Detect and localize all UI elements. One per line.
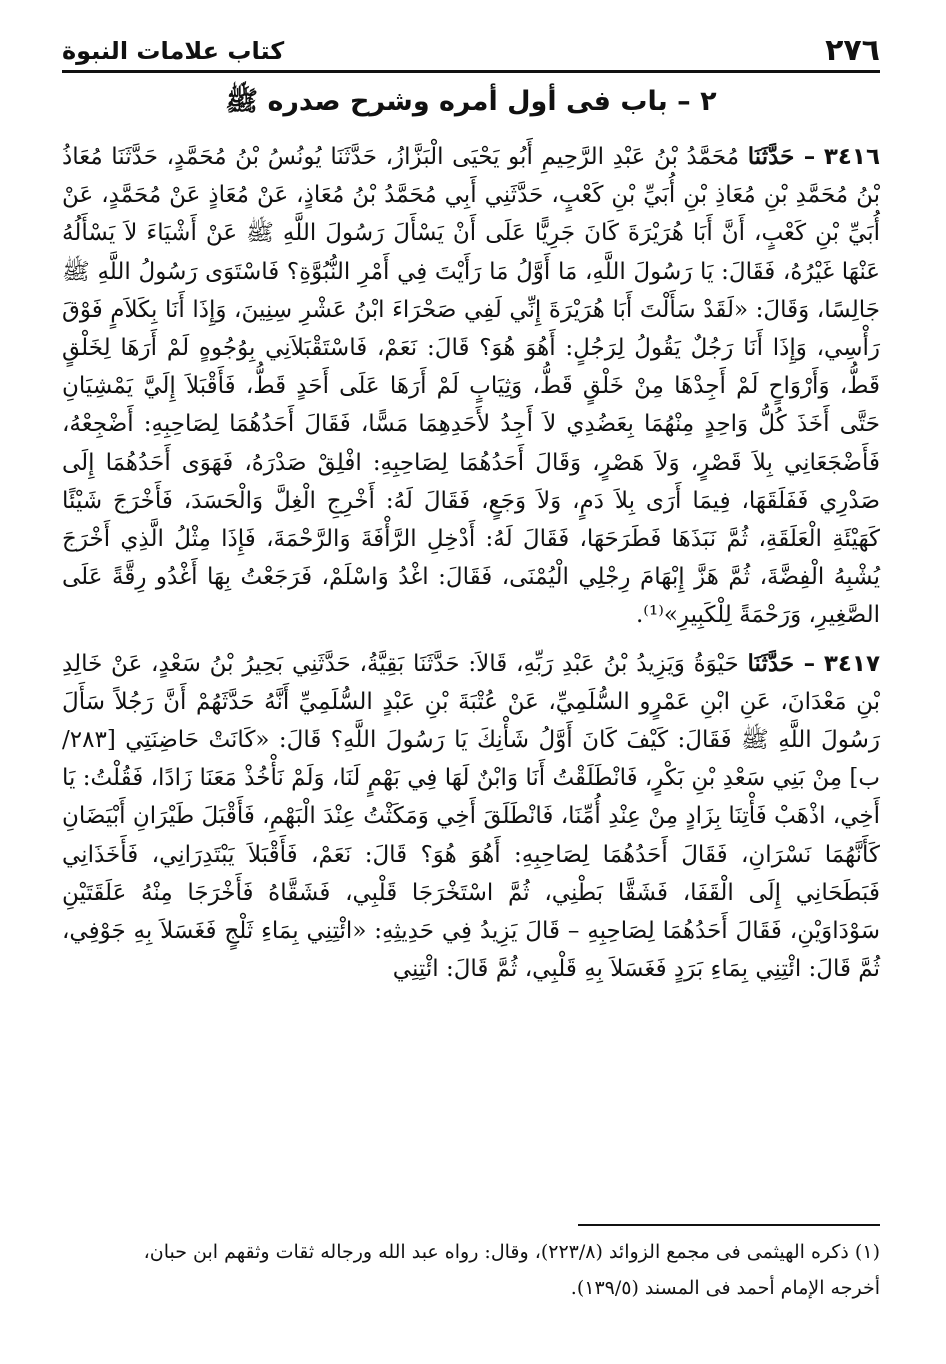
hadith-text: حَيْوَةُ وَيَزِيدُ بْنُ عَبْدِ رَبِّهِ، قَالاَ: حَدَّثَنَا بَقِيَّةُ، حَدَّثَنِي بَحِيرُ بْنُ سَعْدٍ، عَنْ خَالِدِ بْنِ مَعْدَانَ، عَنِ ابْنِ عَمْرٍو السُّلَمِيِّ، عَنْ عُتْبَةَ بْنِ عَبْدٍ السُّلَمِيِّ أَنَّهُ حَدَّثَهُمْ أَنَّ رَجُلاً سَأَلَ رَسُولَ اللَّهِ ﷺ فَقَالَ: كَيْفَ كَانَ أَوَّلُ شَأْنِكَ يَا رَسُولَ اللَّهِ؟ قَالَ: «كَانَتْ حَاضِنَتِي [٢٨٣/ب] مِنْ بَنِي سَعْدِ بْنِ بَكْرٍ، فَانْطَلَقْتُ أَنَا وَابْنٌ لَهَا فِي بَهْمٍ لَنَا، وَلَمْ نَأْخُذْ مَعَنَا زَادًا، فَقُلْتُ: يَا أَخِي، اذْهَبْ فَأْتِنَا بِزَادٍ مِنْ عِنْدِ أُمِّنَا، فَانْطَلَقَ أَخِي وَمَكَثْتُ عِنْدَ الْبَهْمِ، فَأَقْبَلَ طَيْرَانِ أَبْيَضَانِ كَأَنَّهُمَا نَسْرَانِ، فَقَالَ أَحَدُهُمَا لِصَاحِبِهِ: أَهُوَ هُوَ؟ قَالَ: نَعَمْ، فَأَقْبَلاَ يَبْتَدِرَانِي، فَأَخَذَانِي فَبَطَحَانِي إِلَى الْقَفَا، فَشَقَّا بَطْنِي، ثُمَّ اسْتَخْرَجَا قَلْبِي، فَشَقَّاهُ فَأَخْرَجَا مِنْهُ عَلَقَتَيْنِ سَوْدَاوَيْنِ، فَقَالَ أَحَدُهُمَا لِصَاحِبِهِ – قَالَ يَزِيدُ فِي حَدِيثِهِ: «ائْتِنِي بِمَاءِ ثَلْجٍ فَغَسَلاَ بِهِ جَوْفِي، ثُمَّ قَالَ: ائْتِنِي بِمَاءِ بَرَدٍ فَغَسَلاَ بِهِ قَلْبِي، ثُمَّ قَالَ: ائْتِنِي: [62, 650, 881, 983]
page-number: ٢٧٦: [825, 33, 880, 68]
hadith-3416: [62, 138, 880, 635]
hadith-3417: [62, 645, 880, 989]
body-text: [62, 138, 880, 988]
chapter-heading: ٢ – باب فى أول أمره وشرح صدره ﷺ: [225, 86, 717, 117]
footnotes: [62, 1234, 880, 1306]
hadith-lead: – حَدَّثَنَا: [747, 649, 816, 677]
hadith-number: ٣٤١٧: [823, 650, 881, 677]
book-title: كتاب علامات النبوة: [62, 37, 285, 65]
hadith-lead: – حَدَّثَنَا: [747, 143, 816, 170]
footnote-line: أخرجه الإمام أحمد فى المسند (١٣٩/٥).: [570, 1277, 880, 1299]
footnote-line: (١) ذكره الهيثمى فى مجمع الزوائد (٢٢٣/٨)، وقال: رواه عبد الله ورجاله ثقات وثقهم ابن حبان،: [143, 1241, 880, 1263]
page-header: [62, 26, 880, 73]
hadith-text: مُحَمَّدُ بْنُ عَبْدِ الرَّحِيمِ أَبُو يَحْيَى الْبَزَّازُ، حَدَّثَنَا يُونُسُ بْنُ مُحَمَّدٍ، حَدَّثَنَا مُعَاذُ بْنُ مُحَمَّدِ بْنِ مُعَاذِ بْنِ أُبَيِّ بْنِ كَعْبٍ، حَدَّثَنِي أَبِي مُحَمَّدُ بْنُ مُعَاذٍ، عَنْ مُعَاذٍ عَنْ مُحَمَّدٍ، عَنْ أُبَيِّ بْنِ كَعْبٍ، أَنَّ أَبَا هُرَيْرَةَ كَانَ جَرِيًّا عَلَى أَنْ يَسْأَلَ رَسُولَ اللَّهِ ﷺ عَنْ أَشْيَاءَ لاَ يَسْأَلُهُ عَنْهَا غَيْرُهُ، فَقَالَ: يَا رَسُولَ اللَّهِ، مَا أَوَّلُ مَا رَأَيْتَ فِي أَمْرِ النُّبُوَّةِ؟ فَاسْتَوَى رَسُولُ اللَّهِ ﷺ جَالِسًا، وَقَالَ: «لَقَدْ سَأَلْتَ أَبَا هُرَيْرَةَ إِنِّي لَفِي صَحْرَاءَ ابْنُ عَشْرِ سِنِينَ، وَإِذَا أَنَا بِكَلاَمٍ فَوْقَ رَأْسِي، وَإِذَا أَنَا رَجُلٌ يَقُولُ لِرَجُلٍ: أَهُوَ هُوَ؟ قَالَ: نَعَمْ، فَاسْتَقْبَلاَنِي بِوُجُوهٍ لَمْ أَرَهَا لِخَلْقٍ قَطُّ، وَأَرْوَاحٍ لَمْ أَجِدْهَا مِنْ خَلْقٍ قَطُّ، وَثِيَابٍ لَمْ أَرَهَا عَلَى أَحَدٍ قَطُّ، فَأَقْبَلاَ إِلَيَّ يَمْشِيَانِ حَتَّى أَخَذَ كُلُّ وَاحِدٍ مِنْهُمَا بِعَضُدِي لاَ أَجِدُ لأَحَدِهِمَا مَسًّا، فَقَالَ أَحَدُهُمَا لِصَاحِبِهِ: أَضْجِعْهُ، فَأَضْجَعَانِي بِلاَ قَصْرٍ، وَلاَ هَصْرٍ، وَقَالَ أَحَدُهُمَا لِصَاحِبِهِ: افْلِقْ صَدْرَهُ، فَهَوَى أَحَدُهُمَا إِلَى صَدْرِي فَفَلَقَهَا، فِيمَا أَرَى بِلاَ دَمٍ، وَلاَ وَجَعٍ، فَقَالَ لَهُ: أَخْرِجِ الْغِلَّ وَالْحَسَدَ، فَأَخْرَجَ شَيْئًا كَهَيْئَةِ الْعَلَقَةِ، ثُمَّ نَبَذَهَا فَطَرَحَهَا، فَقَالَ لَهُ: أَدْخِلِ الرَّأْفَةَ وَالرَّحْمَةَ، فَإِذَا مِثْلُ الَّذِي أَخْرَجَ يُشْبِهُ الْفِضَّةَ، ثُمَّ هَزَّ إِبْهَامَ رِجْلِي الْيُمْنَى، فَقَالَ: اغْدُ وَاسْلَمْ، فَرَجَعْتُ بِهَا أَغْدُو رِقَّةً عَلَى الصَّغِيرِ، وَرَحْمَةً لِلْكَبِيرِ»⁽¹⁾.: [62, 144, 880, 629]
footnote-divider: [578, 1224, 880, 1226]
hadith-number: ٣٤١٦: [823, 144, 881, 170]
